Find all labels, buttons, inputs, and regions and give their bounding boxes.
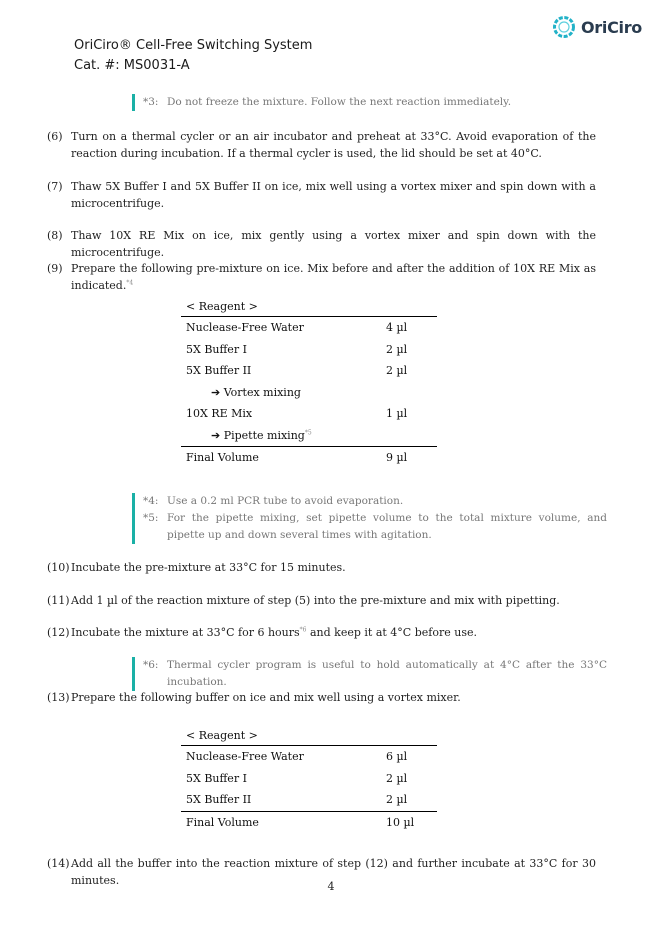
step-number: (6) <box>47 130 63 143</box>
catalog-number: Cat. #: MS0031-A <box>74 58 190 73</box>
table-row <box>181 317 437 339</box>
table-row <box>181 403 437 425</box>
reagent-name: 10X RE Mix <box>186 407 253 421</box>
note-6 <box>132 657 607 691</box>
step-text: Prepare the following pre-mixture on ice. Mix before and after the addition of 10X RE Mix as indicated.$^{*4}$ <box>71 262 596 292</box>
step-text: Prepare the following buffer on ice and mix well using a vortex mixer. <box>71 691 461 704</box>
reagent-volume: 2 µl <box>386 364 408 378</box>
reagent-volume: 4 µl <box>386 321 408 335</box>
table-header: < Reagent > <box>181 729 437 746</box>
step-9 <box>47 260 596 294</box>
reagent-volume: 6 µl <box>386 750 408 764</box>
step-text: Add 1 µl of the reaction mixture of step (5) into the pre-mixture and mix with pipetting. <box>71 594 560 607</box>
mixing-instruction: ➔ Vortex mixing <box>211 385 301 399</box>
oriciro-ring-icon <box>551 14 577 40</box>
footnote-ref: *6 <box>299 626 307 634</box>
step-12 <box>47 624 596 641</box>
step-8 <box>47 227 596 261</box>
product-title: OriCiro® Cell-Free Switching System <box>74 38 313 53</box>
step-10 <box>47 559 596 576</box>
reagent-name: Nuclease-Free Water <box>186 321 304 335</box>
table-final-row <box>181 811 437 834</box>
step-number: (8) <box>47 229 63 242</box>
table-final-row <box>181 446 437 469</box>
reagent-name: 5X Buffer II <box>186 364 252 378</box>
step-text: Incubate the pre-mixture at 33°C for 15 minutes. <box>71 561 346 574</box>
reagent-name: 5X Buffer II <box>186 793 252 807</box>
step-number: (13) <box>47 691 70 704</box>
document-header <box>74 36 312 76</box>
step-number: (10) <box>47 561 70 574</box>
note-label: *4: <box>143 495 159 507</box>
final-label: Final Volume <box>186 451 259 465</box>
brand-logo <box>551 14 642 40</box>
footnote-ref: *5 <box>304 429 312 437</box>
step-number: (9) <box>47 262 63 275</box>
table-action-row <box>181 425 437 447</box>
mixing-instruction: ➔ Pipette mixing$^{*5}$ <box>211 428 312 442</box>
step-11 <box>47 592 596 609</box>
note-4 <box>143 493 607 510</box>
step-6 <box>47 128 596 162</box>
table-action-row <box>181 382 437 404</box>
step-text: Incubate the mixture at 33°C for 6 hours$^{*6}$ and keep it at 4°C before use. <box>71 626 477 639</box>
table-header: < Reagent > <box>181 300 437 317</box>
reagent-volume: 2 µl <box>386 793 408 807</box>
step-text: Turn on a thermal cycler or an air incubator and preheat at 33°C. Avoid evaporation of the reaction during incubation. If a thermal cycler is used, the lid should be set at 40°C. <box>71 130 596 160</box>
final-label: Final Volume <box>186 815 259 829</box>
step-text: Thaw 10X RE Mix on ice, mix gently using a vortex mixer and spin down with the microcentrifuge. <box>71 229 596 259</box>
reagent-name: Nuclease-Free Water <box>186 750 304 764</box>
note-text: Use a 0.2 ml PCR tube to avoid evaporation. <box>167 495 404 507</box>
note-text: For the pipette mixing, set pipette volume to the total mixture volume, and pipette up and down several times with agitation. <box>167 512 607 541</box>
step-7 <box>47 178 596 212</box>
reagent-volume: 2 µl <box>386 342 408 356</box>
note-label: *3: <box>143 96 159 108</box>
step-text: Thaw 5X Buffer I and 5X Buffer II on ice, mix well using a vortex mixer and spin down with a microcentrifuge. <box>71 180 596 210</box>
reagent-volume: 1 µl <box>386 407 408 421</box>
table-row <box>181 339 437 361</box>
step-13 <box>47 689 596 706</box>
table-row <box>181 768 437 790</box>
page-number: 4 <box>327 880 335 893</box>
step-number: (14) <box>47 857 70 870</box>
table-row <box>181 746 437 768</box>
step-text: Add all the buffer into the reaction mixture of step (12) and further incubate at 33°C for 30 minutes. <box>71 857 596 887</box>
reagent-name: 5X Buffer I <box>186 771 247 785</box>
notes-4-5 <box>132 493 607 544</box>
note-3 <box>132 94 607 111</box>
step-number: (12) <box>47 626 70 639</box>
note-text: Thermal cycler program is useful to hold automatically at 4°C after the 33°C incubation. <box>167 659 607 688</box>
note-label: *6: <box>143 659 159 671</box>
reagent-table-buffer <box>181 729 437 833</box>
brand-name: OriCiro <box>581 17 642 37</box>
final-volume: 10 µl <box>386 815 415 829</box>
step-number: (11) <box>47 594 70 607</box>
final-volume: 9 µl <box>386 451 408 465</box>
step-number: (7) <box>47 180 63 193</box>
footnote-ref: *4 <box>126 279 134 287</box>
reagent-name: 5X Buffer I <box>186 342 247 356</box>
note-text: Do not freeze the mixture. Follow the next reaction immediately. <box>167 96 512 108</box>
table-row <box>181 789 437 811</box>
reagent-table-premixture <box>181 300 437 469</box>
note-label: *5: <box>143 512 159 524</box>
table-row <box>181 360 437 382</box>
reagent-volume: 2 µl <box>386 771 408 785</box>
note-5 <box>143 510 607 544</box>
